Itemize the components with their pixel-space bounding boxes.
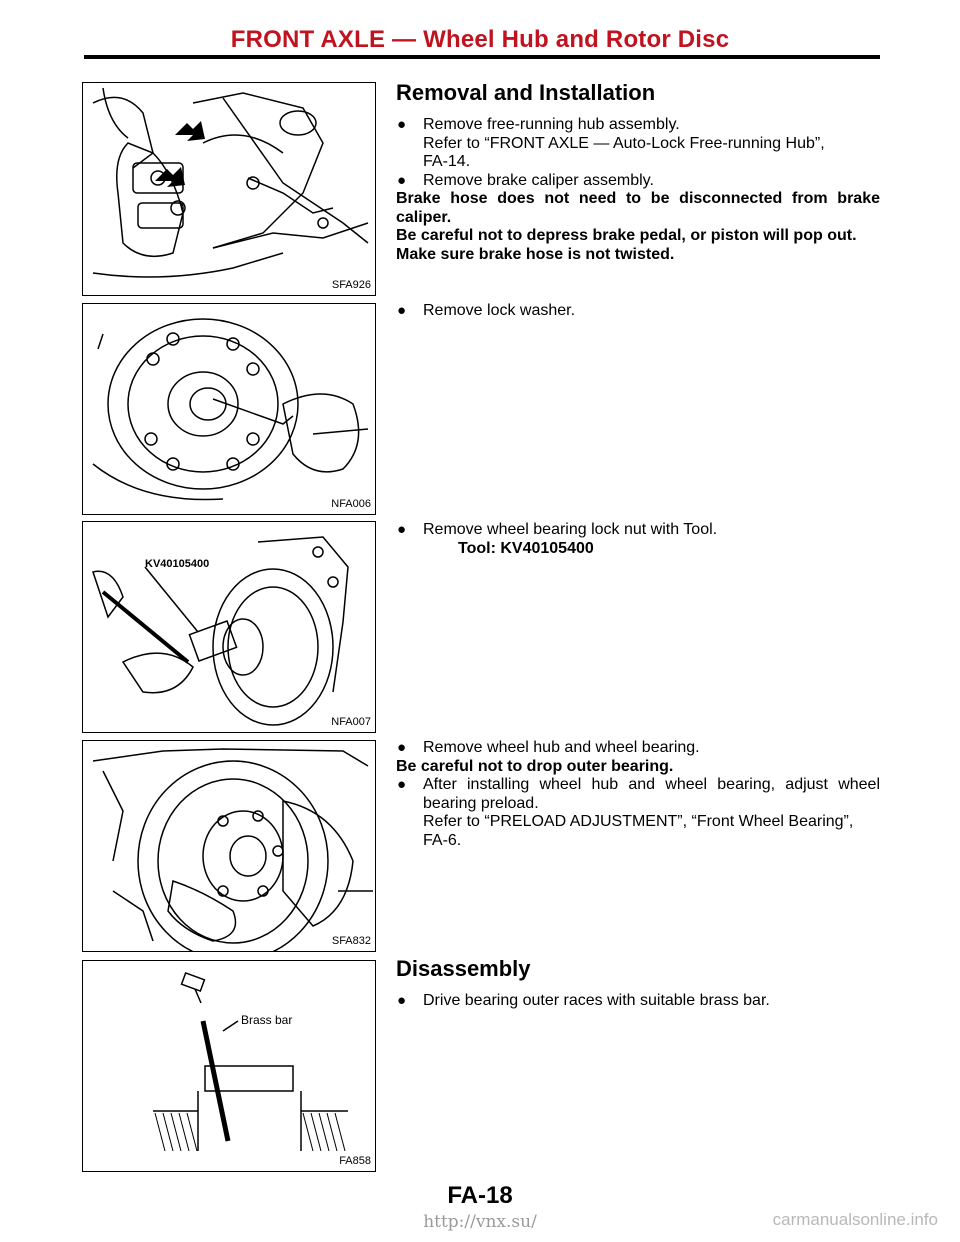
caution-note: Be careful not to drop outer bearing. bbox=[396, 757, 674, 775]
bullet-icon: ● bbox=[397, 171, 407, 189]
list-item: ● Drive bearing outer races with suitable brass bar. bbox=[397, 992, 770, 1009]
figure-lock-nut-tool bbox=[82, 521, 376, 733]
caution-note: Brake hose does not need to be disconnected from brake caliper. bbox=[396, 190, 880, 226]
lock-washer-illustration bbox=[83, 304, 375, 514]
figure-lock-washer bbox=[82, 303, 376, 515]
header-rule bbox=[84, 55, 880, 59]
figure-label: SFA926 bbox=[331, 279, 371, 291]
list-item: ● Remove wheel bearing lock nut with Tool. bbox=[397, 521, 718, 538]
figure-hub-removal bbox=[82, 740, 376, 952]
list-item: ● Remove brake caliper assembly. bbox=[397, 171, 654, 189]
lock-washer-step bbox=[396, 302, 880, 321]
bullet-icon: ● bbox=[397, 739, 407, 756]
figure-label: NFA006 bbox=[331, 498, 371, 510]
bullet-icon: ● bbox=[397, 776, 407, 793]
brake-caliper-illustration bbox=[83, 83, 375, 295]
figure-brake-caliper bbox=[82, 82, 376, 296]
caution-note: Make sure brake hose is not twisted. bbox=[396, 245, 675, 263]
figure-label: NFA007 bbox=[331, 716, 371, 728]
figure-brass-bar bbox=[82, 960, 376, 1172]
list-item: ● After installing wheel hub and wheel bearing, adjust wheel bearing preload. bbox=[397, 776, 880, 812]
reference-text: Refer to “PRELOAD ADJUSTMENT”, “Front Wheel Bearing”, bbox=[423, 813, 854, 830]
reference-text: Refer to “FRONT AXLE — Auto-Lock Free-running Hub”, bbox=[423, 134, 825, 152]
hub-removal-step bbox=[396, 739, 880, 850]
page-title: FRONT AXLE — Wheel Hub and Rotor Disc bbox=[230, 26, 730, 53]
disassembly-section bbox=[396, 956, 880, 1011]
bullet-icon: ● bbox=[397, 302, 407, 319]
figure-label: SFA832 bbox=[331, 935, 371, 947]
section-heading: Removal and Installation bbox=[396, 80, 656, 105]
removal-installation-section bbox=[396, 80, 880, 264]
arrow-icon bbox=[155, 167, 185, 187]
bullet-icon: ● bbox=[397, 992, 407, 1009]
tool-number: Tool: KV40105400 bbox=[458, 539, 594, 557]
page-number: FA-18 bbox=[447, 1182, 513, 1209]
caution-note: Be careful not to depress brake pedal, or piston will pop out. bbox=[396, 227, 857, 244]
footer-link[interactable]: http://vnx.su/ bbox=[423, 1212, 537, 1232]
tool-callout: KV40105400 bbox=[145, 558, 210, 570]
bullet-icon: ● bbox=[397, 116, 407, 133]
watermark: carmanualsonline.info bbox=[772, 1210, 938, 1229]
brass-bar-illustration bbox=[83, 961, 375, 1171]
brass-bar-callout: Brass bar bbox=[241, 1013, 293, 1027]
bullet-icon: ● bbox=[397, 521, 407, 538]
lock-nut-step bbox=[396, 521, 880, 558]
reference-text: FA-14. bbox=[423, 153, 471, 170]
reference-text: FA-6. bbox=[423, 831, 462, 849]
hub-removal-illustration bbox=[83, 741, 375, 951]
list-item: ● Remove free-running hub assembly. bbox=[397, 116, 680, 133]
list-item: ● Remove lock washer. bbox=[397, 302, 576, 319]
lock-nut-tool-illustration bbox=[83, 522, 375, 732]
list-item: ● Remove wheel hub and wheel bearing. bbox=[397, 739, 700, 756]
arrow-icon bbox=[175, 121, 205, 141]
section-heading: Disassembly bbox=[396, 956, 531, 981]
figure-label: FA858 bbox=[339, 1155, 371, 1167]
